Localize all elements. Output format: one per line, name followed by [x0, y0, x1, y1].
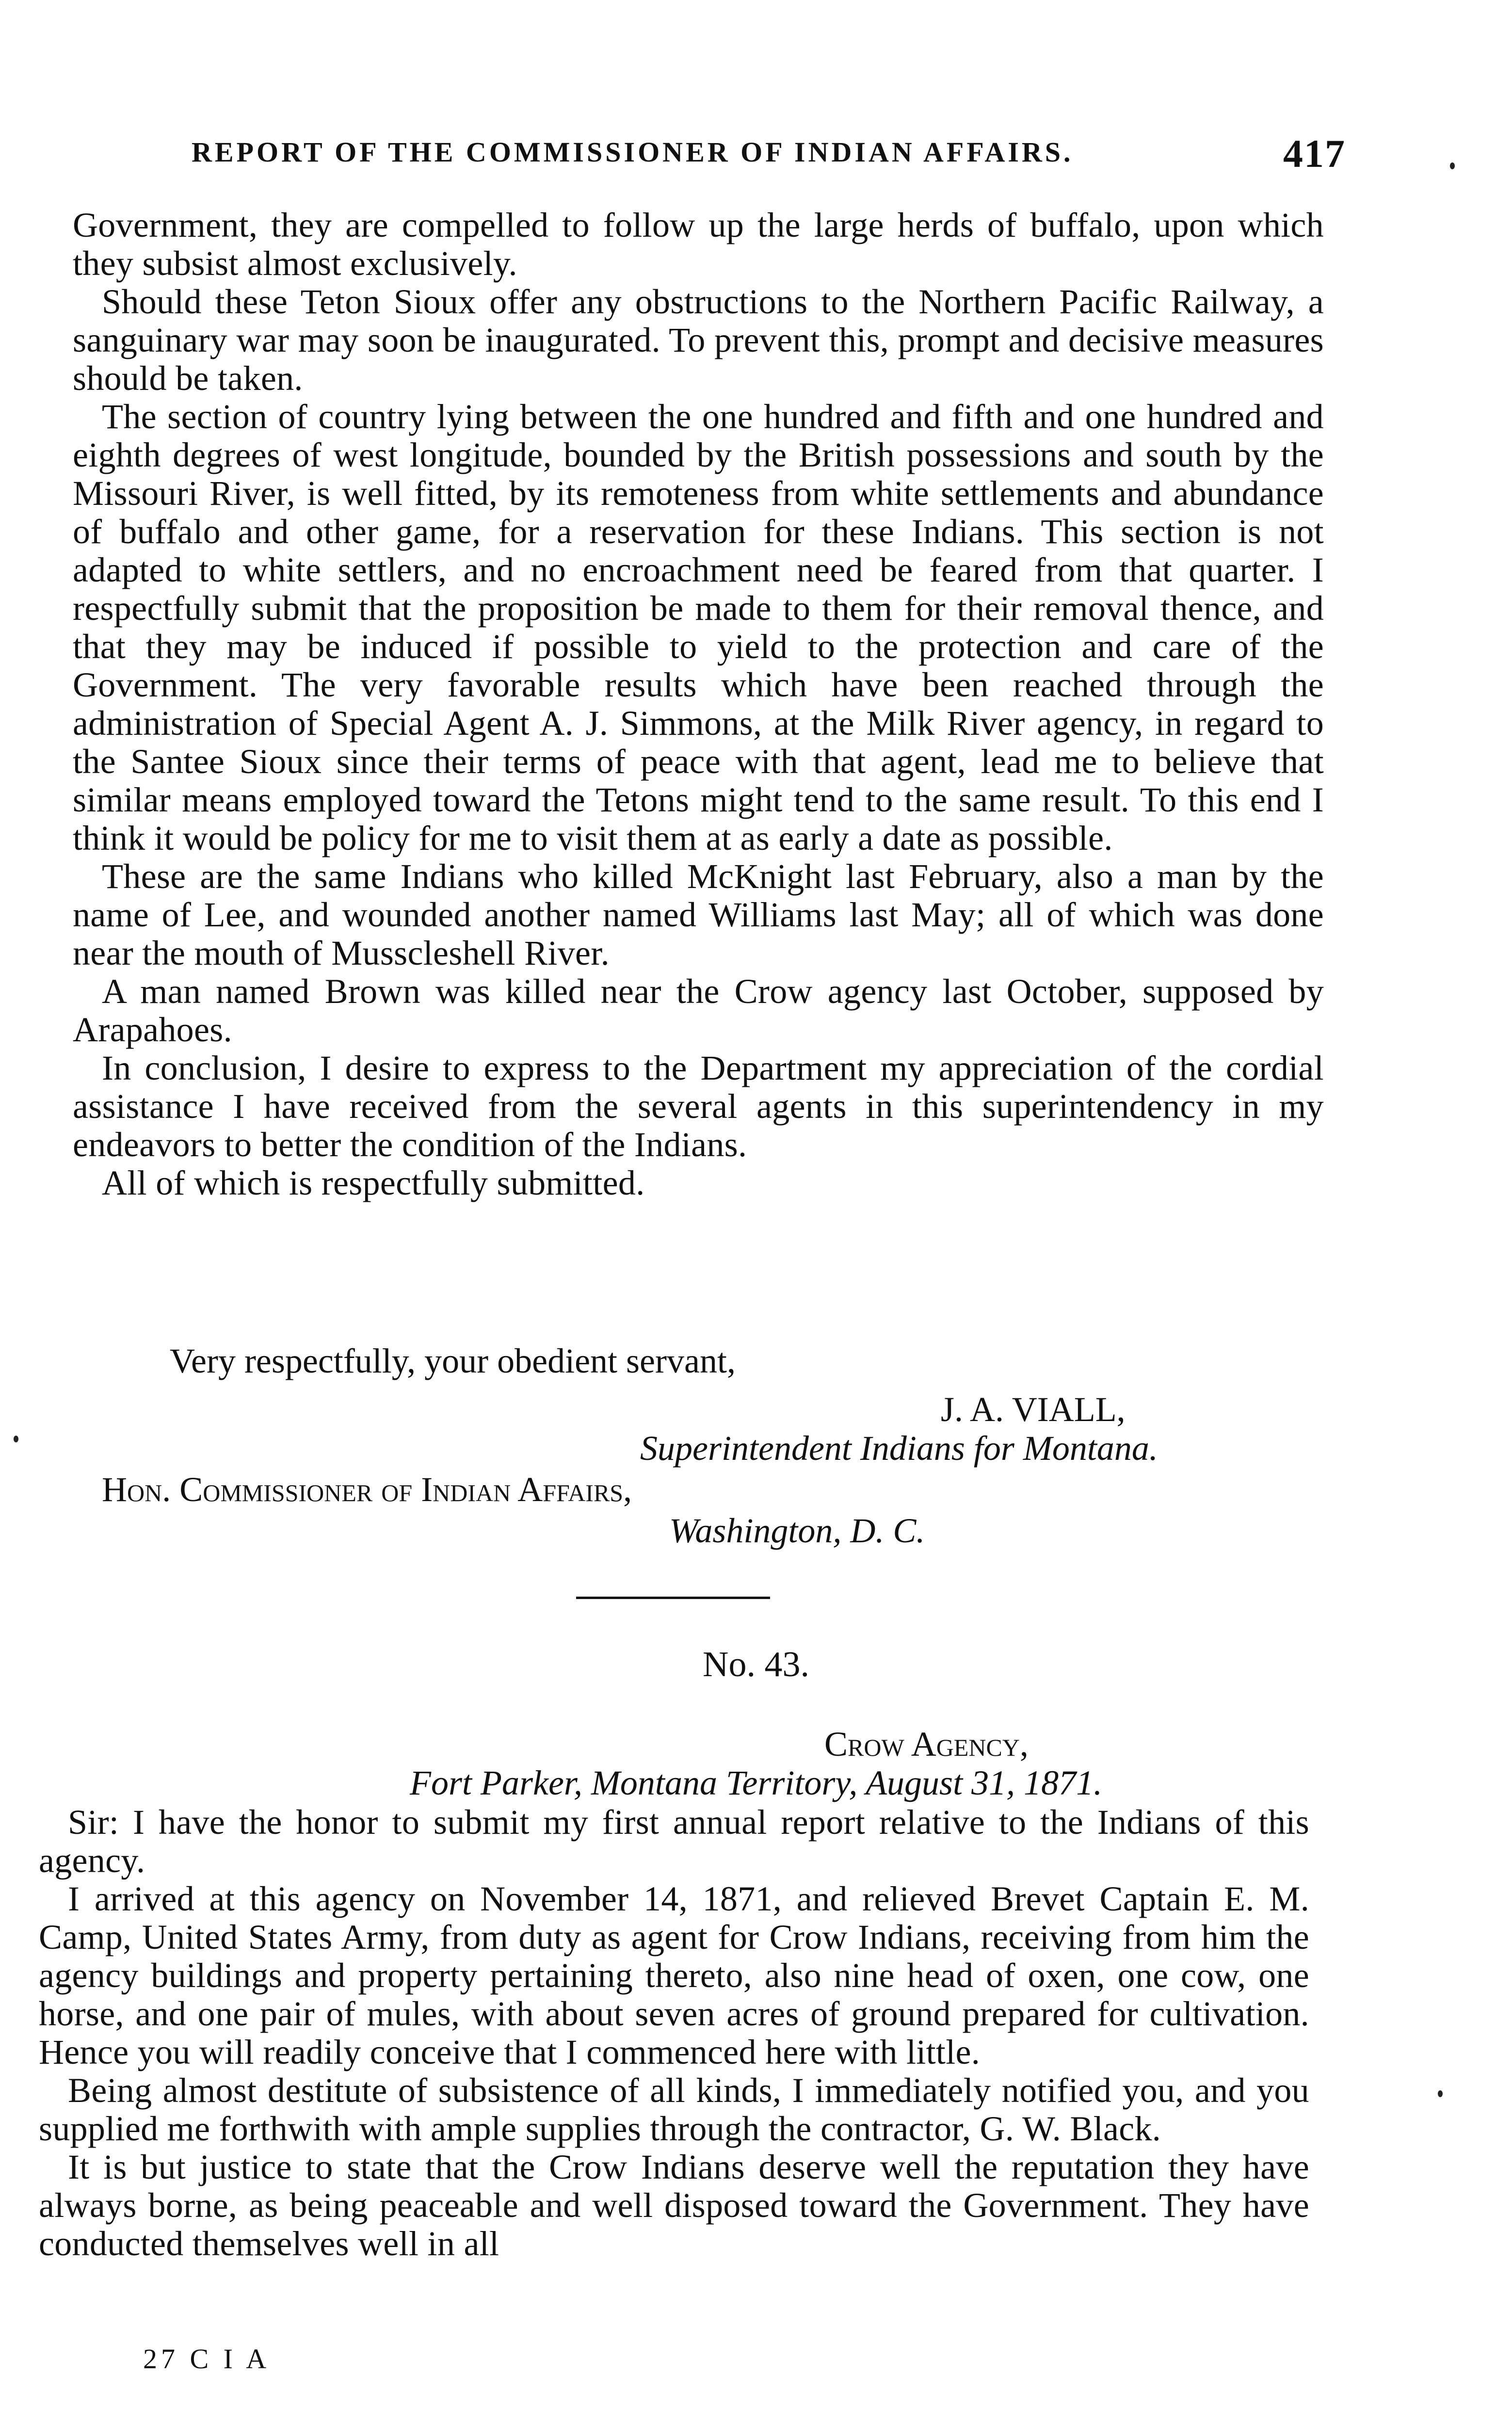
letter-1-body	[73, 206, 1324, 1202]
addressee-line: Hon. Commissioner of Indian Affairs,	[102, 1470, 632, 1509]
signer-title: Superintendent Indians for Montana.	[640, 1429, 1158, 1468]
paragraph: These are the same Indians who killed McKnight last February, also a man by the name of Lee, and wounded another named Williams last May; all of which was done near the mouth of Musscleshell River.	[73, 857, 1324, 972]
page-header	[192, 131, 1346, 184]
letter-date-line: Fort Parker, Montana Territory, August 31, 1871.	[410, 1763, 1103, 1802]
signature-mark: 27 C I A	[143, 2343, 271, 2375]
scan-speck	[1450, 162, 1455, 169]
document-number: No. 43.	[703, 1645, 809, 1684]
running-head: REPORT OF THE COMMISSIONER OF INDIAN AFFAIRS.	[192, 136, 1074, 168]
paragraph: It is but justice to state that the Crow Indians deserve well the reputation they have always borne, as being peaceable and well disposed toward the Government. They have conducted themselves well in all	[39, 2148, 1309, 2263]
signer-name: J. A. VIALL,	[941, 1390, 1126, 1429]
page-number: 417	[1283, 131, 1346, 176]
paragraph: Sir: I have the honor to submit my first annual report relative to the Indians of this agency.	[39, 1803, 1309, 1880]
scan-speck	[14, 1436, 18, 1442]
letter-2-body	[39, 1803, 1309, 2263]
paragraph: The section of country lying between the one hundred and fifth and one hundred and eighth degrees of west longitude, bounded by the British possessions and south by the Missouri River, is well fitted, by its remoteness from white settlements and abundance of buffalo and other game, for a reservation for these Indians. This section is not adapted to white settlers, and no encroachment need be feared from that quarter. I respectfully submit that the proposition be made to them for their removal thence, and that they may be induced if possible to yield to the protection and care of the Government. The very favorable results which have been reached through the administration of Special Agent A. J. Simmons, at the Milk River agency, in regard to the Santee Sioux since their terms of peace with that agent, lead me to believe that similar means employed toward the Tetons might tend to the same result. To this end I think it would be policy for me to visit them at as early a date as possible.	[73, 397, 1324, 857]
paragraph: A man named Brown was killed near the Crow agency last October, supposed by Arapahoes.	[73, 972, 1324, 1049]
paragraph: Being almost destitute of subsistence of all kinds, I immediately notified you, and you supplied me forthwith with ample supplies through the contractor, G. W. Black.	[39, 2071, 1309, 2148]
letter-place: Crow Agency,	[824, 1725, 1029, 1763]
paragraph: Should these Teton Sioux offer any obstructions to the Northern Pacific Railway, a sanguinary war may soon be inaugurated. To prevent this, prompt and decisive measures should be taken.	[73, 282, 1324, 398]
section-divider	[576, 1597, 770, 1599]
paragraph: I arrived at this agency on November 14, 1871, and relieved Brevet Captain E. M. Camp, United States Army, from duty as agent for Crow Indians, receiving from him the agency buildings and property pertaining thereto, also nine head of oxen, one cow, one horse, and one pair of mules, with about seven acres of ground prepared for cultivation. Hence you will readily conceive that I commenced here with little.	[39, 1879, 1309, 2071]
paragraph: Government, they are compelled to follow up the large herds of buffalo, upon which they subsist almost exclusively.	[73, 206, 1324, 283]
paragraph: In conclusion, I desire to express to the Department my appreciation of the cordial assistance I have received from the several agents in this superintendency in my endeavors to better the condition of the Indians.	[73, 1049, 1324, 1164]
closing-line: Very respectfully, your obedient servant,	[170, 1342, 736, 1380]
scan-speck	[1438, 2090, 1443, 2097]
paragraph: All of which is respectfully submitted.	[102, 1164, 645, 1202]
addressee-location: Washington, D. C.	[669, 1511, 925, 1550]
